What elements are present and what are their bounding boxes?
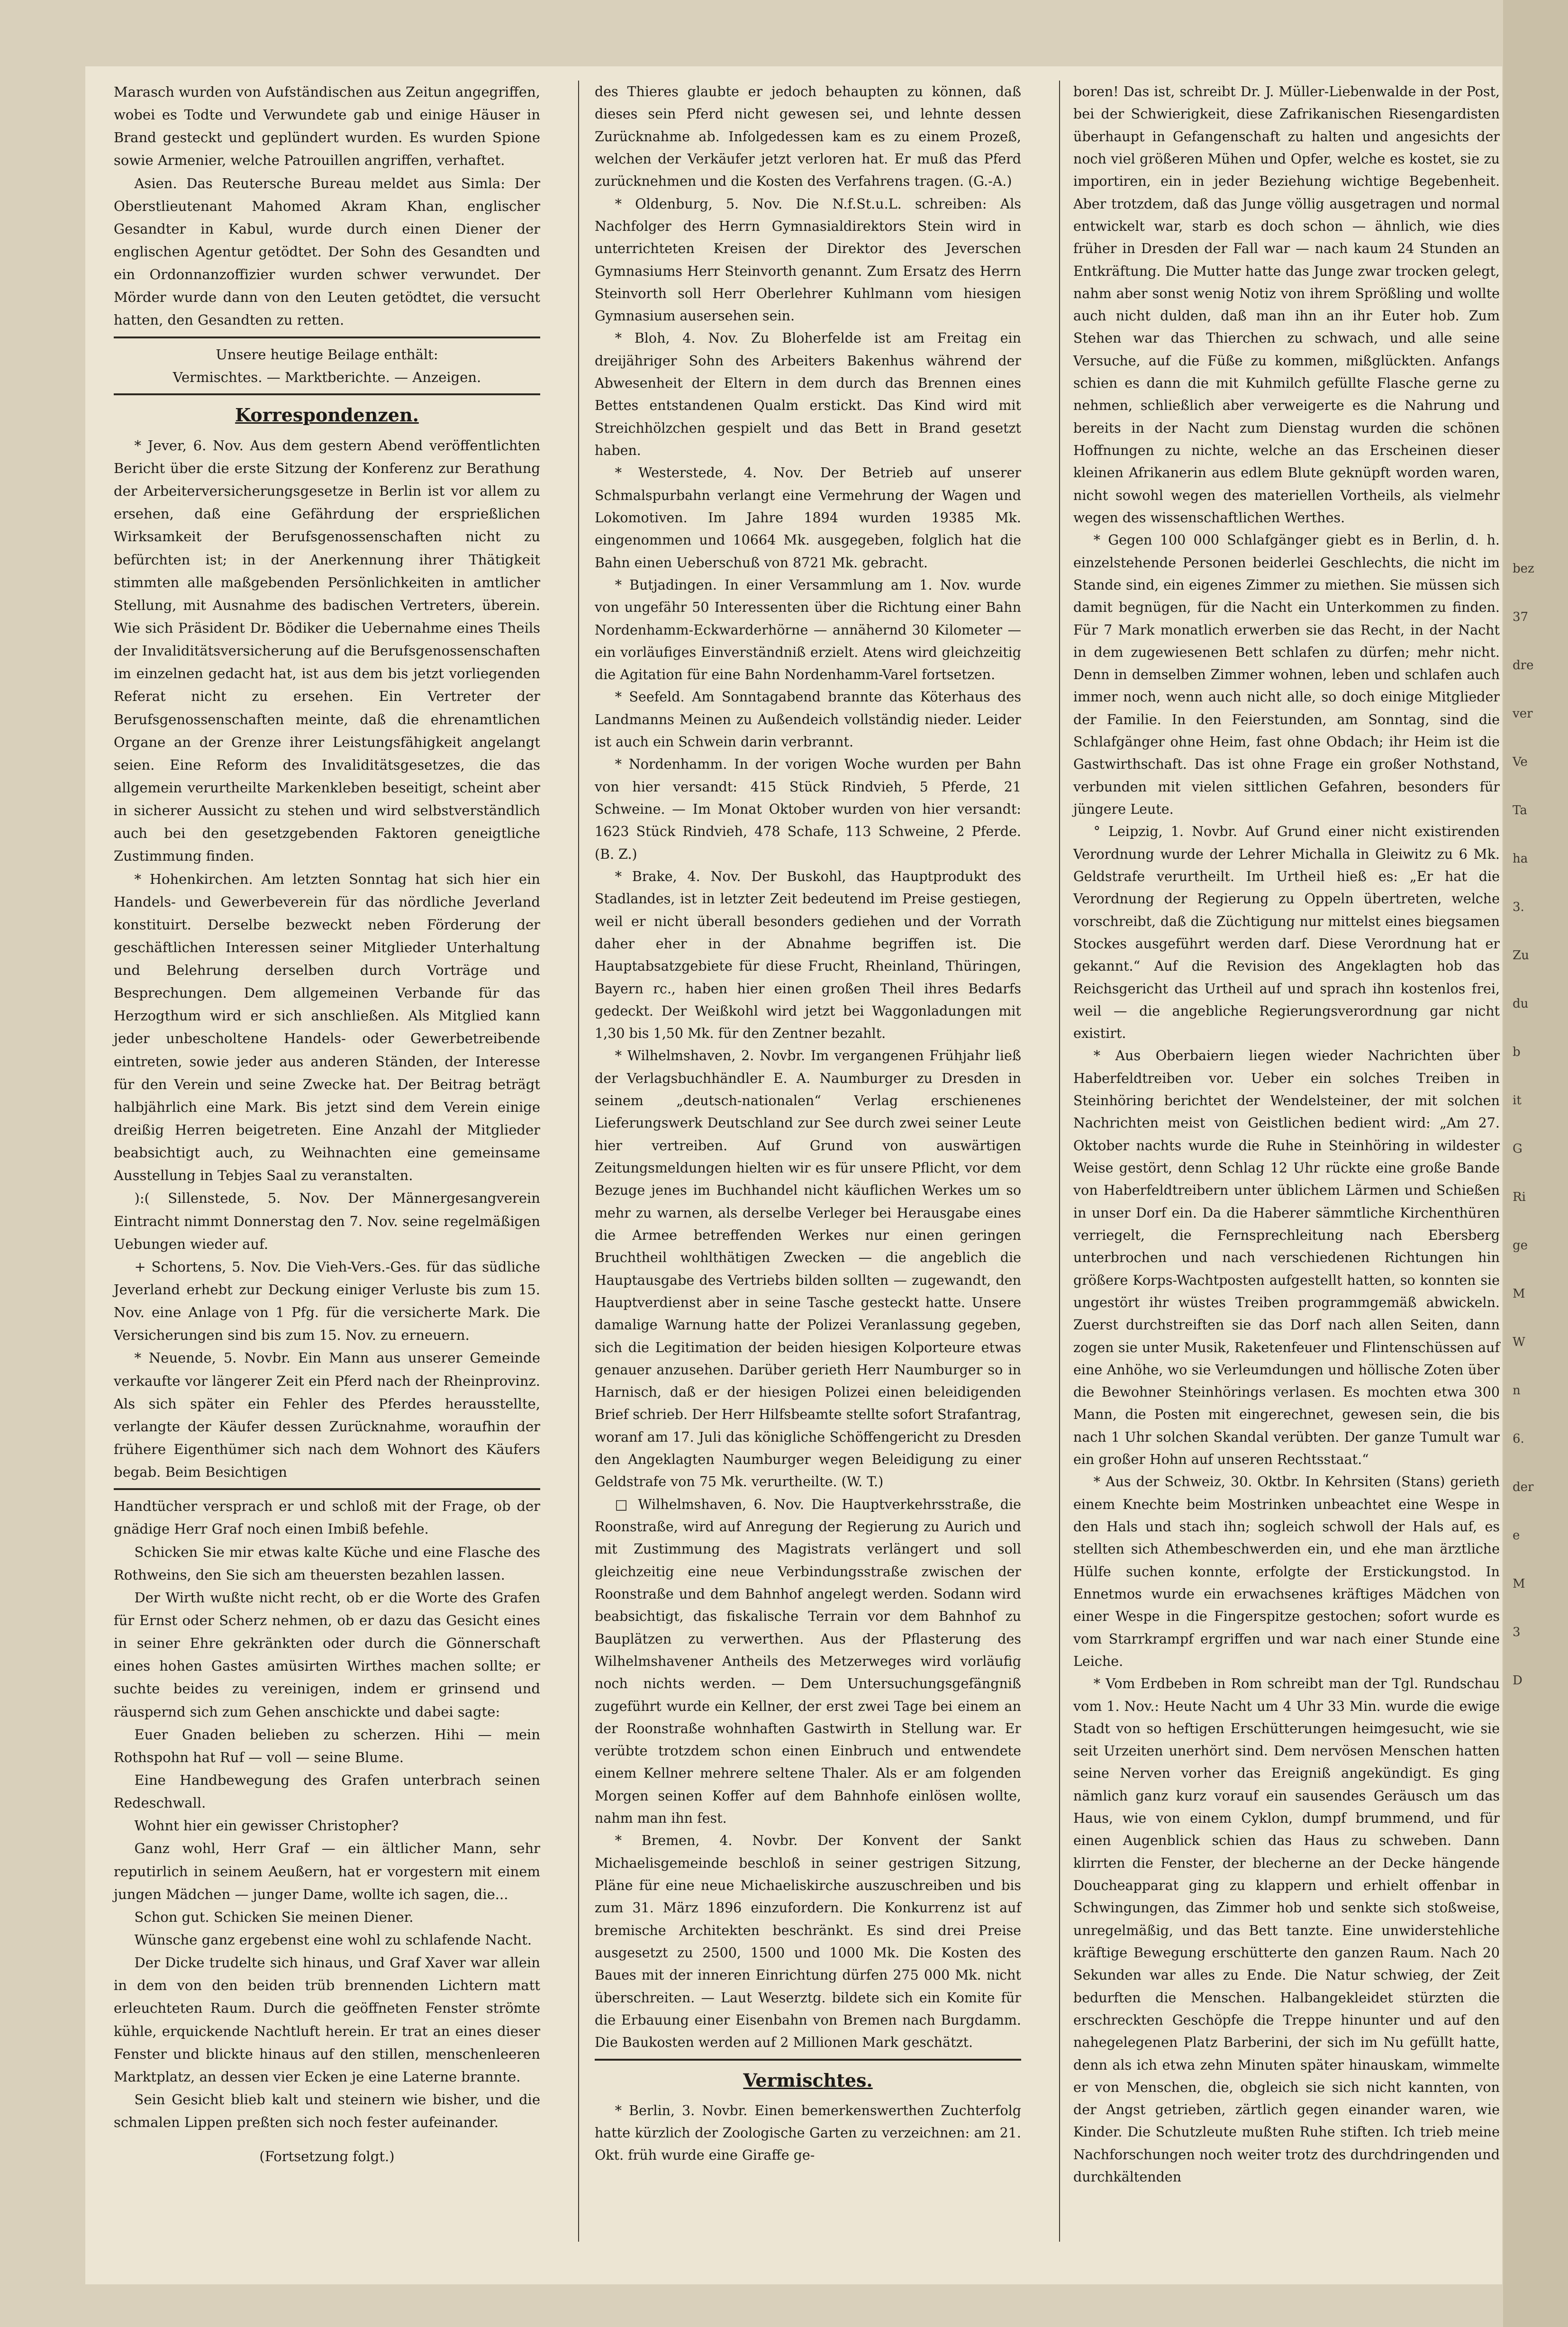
article-text: ° Leipzig, 1. Novbr. Auf Grund einer nicht existirenden Verordnung wurde der Lehrer Michalla in Gleiwitz zu 6 Mk. Geldstrafe verurtheilt. Im Urtheil hieß es: „Er hat die Verordnung der Regierung zu Oppeln übertreten, welche vorschreibt, daß die Züchtigung nur mittelst eines biegsamen Stockes ausgeführt werden darf. Diese Verordnung hat er gekannt.“ Auf die Revision des Angeklagten hob das Reichsgericht das Urtheil auf und sprach ihn kostenlos frei, weil — die angebliche Regierungsverordnung gar nicht existirt. [1073,824,1500,1042]
novel-text: Eine Handbewegung des Grafen unterbrach seinen Redeschwall. [114,1772,540,1811]
article-text: * Oldenburg, 5. Nov. Die N.f.St.u.L. schreiben: Als Nachfolger des Herrn Gymnasialdirektors Stein wird in unterrichteten Kreisen der Direktor des Jeverschen Gymnasiums Herr Steinvorth genannt. Zum Ersatz des Herrn Steinvorth soll Herr Oberlehrer Kuhlmann vom hiesigen Gymnasium ausersehen sein. [595,196,1021,324]
article-text: * Neuende, 5. Novbr. Ein Mann aus unserer Gemeinde verkaufte vor längerer Zeit ein Pferd nach der Rheinprovinz. Als sich später ein Fehler des Pferdes herausstellte, verlangte der Käufer dessen Zurücknahme, woraufhin der frühere Eigenthümer sich nach dem Wohnort des Käufers begab. Beim Besichtigen [114,1350,540,1481]
article-text: * Seefeld. Am Sonntagabend brannte das Köterhaus des Landmanns Meinen zu Außendeich vollständig nieder. Leider ist auch ein Schwein darin verbrannt. [595,689,1021,750]
column-3 [1073,81,1500,2242]
adjacent-page-fragment: 3 [1513,1625,1521,1639]
article-text: * Brake, 4. Nov. Der Buskohl, das Hauptprodukt des Stadlandes, ist in letzter Zeit bedeutend im Preise gestiegen, weil er nicht überall besonders gediehen und der Vorrath daher eher in der Abnahme begriffen ist. Die Hauptabsatzgebiete für diese Frucht, Rheinland, Thüringen, Bayern rc., haben hier einen großen Theil ihres Bedarfs gedeckt. Der Weißkohl wird jetzt bei Waggonladungen mit 1,30 bis 1,50 Mk. für den Zentner bezahlt. [595,868,1021,1042]
article-text: boren! Das ist, schreibt Dr. J. Müller-Liebenwalde in der Post, bei der Schwierigkeit, diese Zafrikanischen Riesengardisten überhaupt in Gefangenschaft zu halten und angesichts der noch viel größeren Mühen und Opfer, welche es kostet, sie zu importiren, ein in jeder Beziehung wichtige Begebenheit. Aber trotzdem, daß das Junge völlig ausgetragen und normal entwickelt war, starb es doch schon — ähnlich, wie dies früher in Dresden der Fall war — nach kaum 24 Stunden an Entkräftung. Die Mutter hatte das Junge zwar trocken gelegt, nahm aber sonst wenig Notiz von ihrem Sprößling und wollte auch nicht dulden, daß man ihn an ihr Euter hob. Zum Stehen war das Thierchen zu schwach, und alle seine Versuche, auf die Füße zu kommen, mißglückten. Anfangs schien es dann die mit Kuhmilch gefüllte Flasche gerne zu nehmen, schließlich aber verweigerte es die Nahrung und bereits in der Nacht zum Dienstag wurden die schönen Hoffnungen zu nichte, welche an das Erscheinen dieser kleinen Afrikanerin aus edlem Blute geknüpft worden waren, nicht sowohl wegen des materiellen Vortheils, als vielmehr wegen des wissenschaftlichen Werthes. [1073,84,1500,526]
section-heading-korrespondenzen: Korrespondenzen. [235,404,419,426]
article-text: ):( Sillenstede, 5. Nov. Der Männergesangverein Eintracht nimmt Donnerstag den 7. Nov. seine regelmäßigen Uebungen wieder auf. [114,1190,540,1252]
column-rule [578,81,579,2242]
adjacent-page-fragment: it [1513,1093,1522,1108]
article-text: * Wilhelmshaven, 2. Novbr. Im vergangenen Frühjahr ließ der Verlagsbuchhändler E. A. Naumburger zu Dresden in seinem „deutsch-nationalen“ Verlag erschienenes Lieferungswerk Deutschland zur See durch zwei seiner Leute hier vertreiben. Auf Grund von auswärtigen Zeitungsmeldungen hielten wir es für unsere Pflicht, vor dem Bezuge jenes im Buchhandel nicht käuflichen Werkes um so mehr zu warnen, als derselbe Verleger bei Herausgabe eines die Armee betreffenden Werkes nur einen geringen Bruchtheil wohlthätigen Zwecken — die angeblich die Hauptausgabe des Vertriebs bilden sollten — zugewandt, den Hauptverdienst aber in seine Tasche gesteckt hatte. Unsere damalige Warnung hatte der Polizei Veranlassung gegeben, sich die Legitimation der beiden hiesigen Kolporteure etwas genauer anzusehen. Darüber gerieth Herr Naumburger so in Harnisch, daß er der hiesigen Polizei einen beleidigenden Brief schrieb. Der Herr Hilfsbeamte stellte sofort Strafantrag, woranf am 17. Juli das königliche Schöffengericht zu Dresden den Angeklagten Naumburger wegen Beleidigung zu einer Geldstrafe von 75 Mk. verurtheilte. (W. T.) [595,1048,1021,1490]
novel-text: Euer Gnaden belieben zu scherzen. Hihi — mein Rothspohn hat Ruf — voll — seine Blume. [114,1726,540,1765]
adjacent-page-fragment: ver [1513,707,1533,721]
article-text: * Vom Erdbeben in Rom schreibt man der Tgl. Rundschau vom 1. Nov.: Heute Nacht um 4 Uhr 33 Min. wurde die ewige Stadt von so heftigen Erschütterungen heimgesucht, wie sie seit Urzeiten unerhört sind. Dem nervösen Menschen hatten seine Nerven vorher das Ereigniß angekündigt. Es ging nämlich ganz kurz vorauf ein sausendes Geräusch um das Haus, wie von einem Cyklon, dumpf brummend, und für einen Augenblick schien das Haus zu schweben. Dann klirrten die Fenster, der blecherne an der Decke hängende Doucheapparat ging zu klappern und erhielt offenbar in Schwingungen, das Zimmer hob und senkte sich stoßweise, unregelmäßig, und das Bett tanzte. Eine unwiderstehliche kräftige Bewegung erschütterte den ganzen Raum. Nach 20 Sekunden war alles zu Ende. Die Natur schwieg, der Zeit bedurften die Menschen. Halbangekleidet stürzten die erschreckten Geschöpfe die Treppe hinunter und auf den nahegelegenen Platz Barberini, der sich im Nu gefüllt hatte, denn als ich etwa zehn Minuten später hinauskam, wimmelte er von Menschen, die, obgleich sie sich nicht kannten, von der Angst getrieben, zärtlich gegen einander waren, wie Kinder. Die Schutzleute mußten Ruhe stiften. Ich trieb meine Nachforschungen noch weiter trotz des durchdringenden und durchkältenden [1073,1676,1500,2185]
adjacent-page-fragments [1513,559,1534,1719]
article-text: * Butjadingen. In einer Versammlung am 1. Nov. wurde von ungefähr 50 Interessenten über die Richtung einer Bahn Nordenhamm-Eckwarderhörne — annähernd 30 Kilometer — ein vorläufiges Einverständniß erzielt. Atens wird gleichzeitig die Agitation für eine Bahn Nordenhamm-Varel fortsetzen. [595,577,1021,683]
article-text: des Thieres glaubte er jedoch behaupten zu können, daß dieses sein Pferd nicht gewesen sei, und lehnte dessen Zurücknahme ab. Infolgedessen kam es zu einem Prozeß, welchen der Verkäufer jetzt verloren hat. Er muß das Pferd zurücknehmen und die Kosten des Verfahrens tragen. (G.-A.) [595,84,1021,190]
adjacent-page-fragment: e [1513,1528,1520,1543]
article-text: * Aus der Schweiz, 30. Oktbr. In Kehrsiten (Stans) gerieth einem Knechte beim Mostrinken unbeachtet eine Wespe in den Hals und stach ihn; sogleich schwoll der Hals auf, es stellten sich Athembeschwerden ein, und ehe man ärztliche Hülfe suchen konnte, erfolgte der Erstickungstod. In Ennetmos wurde ein erwachsenes kräftiges Mädchen von einer Wespe in die Fingerspitze gestochen; sofort wurde es vom Starrkrampf ergriffen und war nach einer Stunde eine Leiche. [1073,1474,1500,1669]
adjacent-page-fragment: dre [1513,658,1534,673]
adjacent-page-fragment: der [1513,1480,1534,1494]
article-text: * Nordenhamm. In der vorigen Woche wurden per Bahn von hier versandt: 415 Stück Rindvieh, 5 Pferde, 21 Schweine. — Im Monat Oktober wurden von hier versandt: 1623 Stück Rindvieh, 478 Schafe, 113 Schweine, 2 Pferde. (B. Z.) [595,756,1021,862]
section-heading-vermischtes: Vermischtes. [743,2069,873,2091]
novel-text: Der Dicke trudelte sich hinaus, und Graf Xaver war allein in dem von den beiden trüb brennenden Lichtern matt erleuchteten Raum. Durch die geöffneten Fenster strömte kühle, erquickende Nachtluft herein. Er trat an eines dieser Fenster und blickte hinaus auf den stillen, menschenleeren Marktplatz, an dessen vier Ecken je eine Laterne brannte. [114,1954,540,2085]
adjacent-page-fragment: Ri [1513,1190,1526,1204]
novel-text: Der Wirth wußte nicht recht, ob er die Worte des Grafen für Ernst oder Scherz nehmen, ob er dazu das Gesicht eines in seiner Ehre gekränkten oder durch die Gönnerschaft eines hohen Gastes amüsirten Wirthes machen sollte; er suchte beides zu vereinigen, indem er grinsend und räuspernd sich zum Gehen anschickte und dabei sagte: [114,1589,540,1720]
supplement-items: Vermischtes. — Marktberichte. — Anzeigen. [172,369,481,385]
article-text: * Aus Oberbaiern liegen wieder Nachrichten über Haberfeldtreiben vor. Ueber ein solches Treiben in Steinhöring berichtet der Wendelsteiner, der mit solchen Nachrichten meist von Geistlichen bedient wird: „Am 27. Oktober nachts wurde die Ruhe in Steinhöring in wildester Weise gestört, denn Schlag 12 Uhr rückte eine große Bande von Haberfeldtreibern unter üblichem Lärmen und Schießen in unser Dorf ein. Da die Haberer sämmtliche Kirchenthüren verriegelt, die Fernsprechleitung nach Ebersberg unterbrochen und nach verschiedenen Richtungen hin größere Korps-Wachtposten aufgestellt hatten, so konnten sie ungestört ihr wüstes Treiben programmgemäß abwickeln. Zuerst durchstreiften sie das Dorf nach allen Seiten, dann zogen sie unter Musik, Raketenfeuer und Flintenschüssen auf eine Anhöhe, wo sie Verleumdungen und höllische Zoten über die Bewohner Steinhörings verlasen. Es mochten etwa 300 Mann, die Posten mit eingerechnet, gewesen sein, die bis nach 1 Uhr solchen Skandal verübten. Der ganze Tumult war ein großer Hohn auf unseren Rechtsstaat.“ [1073,1048,1500,1468]
adjacent-page-fragment: G [1513,1142,1523,1156]
adjacent-page-edge [1503,0,1568,2327]
novel-text: Handtücher versprach er und schloß mit der Frage, ob der gnädige Herr Graf noch einen Imbiß befehle. [114,1498,540,1537]
adjacent-page-fragment: Ve [1513,755,1528,769]
article-text: * Bremen, 4. Novbr. Der Konvent der Sankt Michaelisgemeinde beschloß in seiner gestrigen Sitzung, Pläne für eine neue Michaeliskirche auszuschreiben und bis zum 31. März 1896 einzufordern. Die Konkurrenz ist auf bremische Architekten beschränkt. Es sind drei Preise ausgesetzt zu 2500, 1500 und 1000 Mk. Die Kosten des Baues mit der inneren Einrichtung dürfen 275 000 Mk. nicht überschreiten. — Laut Weserztg. bildete sich ein Komite für die Erbauung einer Eisenbahn von Bremen nach Burgdamm. Die Baukosten werden auf 2 Millionen Mark geschätzt. [595,1833,1021,2051]
adjacent-page-fragment: du [1513,997,1529,1011]
novel-text: Sein Gesicht blieb kalt und steinern wie bisher, und die schmalen Lippen preßten sich noch fester aufeinander. [114,2091,540,2131]
novel-text: Wohnt hier ein gewisser Christopher? [134,1818,399,1834]
novel-text: Schicken Sie mir etwas kalte Küche und eine Flasche des Rothweins, den Sie sich am theuersten bezahlen lassen. [114,1544,540,1583]
article-text: * Bloh, 4. Nov. Zu Bloherfelde ist am Freitag ein dreijähriger Sohn des Arbeiters Bakenhus während der Abwesenheit der Eltern in dem durch das Brennen eines Bettes entstandenen Qualm erstickt. Das Kind wird mit Streichhölzchen gespielt und das Bett in Brand gesetzt haben. [595,330,1021,458]
adjacent-page-fragment: ge [1513,1238,1528,1253]
adjacent-page-fragment: M [1513,1577,1525,1591]
divider [595,2059,1021,2061]
adjacent-page-fragment: 37 [1513,610,1529,624]
adjacent-page-fragment: ha [1513,852,1528,866]
novel-text: Schon gut. Schicken Sie meinen Diener. [134,1909,414,1925]
article-text: + Schortens, 5. Nov. Die Vieh-Vers.-Ges. für das südliche Jeverland erhebt zur Deckung einiger Verluste bis zum 15. Nov. eine Anlage von 1 Pfg. für die versicherte Mark. Die Versicherungen sind bis zum 15. Nov. zu erneuern. [114,1258,540,1344]
supplement-title: Unsere heutige Beilage enthält: [216,346,438,363]
article-text: Marasch wurden von Aufständischen aus Zeitun angegriffen, wobei es Todte und Verwundete gab und einige Häuser in Brand gesteckt und geplündert wurden. Es wurden Spione sowie Armenier, welche Patrouillen angriffen, verhaftet. [114,84,540,169]
article-text: * Westerstede, 4. Nov. Der Betrieb auf unserer Schmalspurbahn verlangt eine Vermehrung der Wagen und Lokomotiven. Im Jahre 1894 wurden 19385 Mk. eingenommen und 10664 Mk. ausgegeben, folglich hat die Bahn einen Ueberschuß von 8721 Mk. gebracht. [595,465,1021,571]
adjacent-page-fragment: Ta [1513,803,1527,818]
novel-text: Ganz wohl, Herr Graf — ein ältlicher Mann, sehr reputirlich in seinem Aeußern, hat er vorgestern mit einem jungen Mädchen — junger Dame, wollte ich sagen, die... [114,1840,540,1902]
divider [114,336,540,338]
adjacent-page-fragment: bez [1513,562,1534,576]
article-text: * Jever, 6. Nov. Aus dem gestern Abend veröffentlichten Bericht über die erste Sitzung der Konferenz zur Berathung der Arbeiterversicherungsgesetze in Berlin ist vor allem zu ersehen, daß eine Gefährdung der ersprießlichen Wirksamkeit der Berufsgenossenschaften nicht zu befürchten ist; in der Anerkennung ihrer Thätigkeit stimmten alle maßgebenden Persönlichkeiten in amtlicher Stellung, mit Ausnahme des badischen Vertreters, überein. Wie sich Präsident Dr. Bödiker die Uebernahme eines Theils der Invaliditätsversicherung auf die Berufsgenossenschaften im einzelnen gedacht hat, ist aus dem bis jetzt vorliegenden Referat nicht zu ersehen. Ein Vertreter der Berufsgenossenschaften meinte, daß die ehrenamtlichen Organe an der Grenze ihrer Leistungsfähigkeit angelangt seien. Eine Reform des Invaliditätsgesetzes, die das allgemein verurtheilte Markenkleben beseitigt, scheint aber in sicherer Aussicht zu stehen und wird selbstverständlich auch bei den gesetzgebenden Faktoren geneigtliche Zustimmung finden. [114,437,540,864]
novel-text: Wünsche ganz ergebenst eine wohl zu schlafende Nacht. [134,1931,532,1948]
article-text: * Hohenkirchen. Am letzten Sonntag hat sich hier ein Handels- und Gewerbeverein für das nördliche Jeverland konstituirt. Derselbe bezweckt neben Förderung der geschäftlichen Interessen seiner Mitglieder Unterhaltung und Belehrung derselben durch Vorträge und Besprechungen. Dem allgemeinen Verbande für das Herzogthum wird er sich anschließen. Als Mitglied kann jeder unbescholtene Handels- oder Gewerbetreibende eintreten, sowie jeder aus anderen Ständen, der Interesse für den Verein und seine Zwecke hat. Der Beitrag beträgt halbjährlich eine Mark. Bis jetzt sind dem Verein einige dreißig Herren beigetreten. Eine Anzahl der Mitglieder beabsichtigt auch, zu Weihnachten eine gemeinsame Ausstellung in Tebjes Saal zu veranstalten. [114,871,540,1184]
column-2 [595,81,1021,2242]
article-text: * Berlin, 3. Novbr. Einen bemerkenswerthen Zuchterfolg hatte kürzlich der Zoologische Garten zu verzeichnen: am 21. Okt. früh wurde eine Giraffe ge- [595,2102,1021,2163]
column-rule [1059,81,1060,2242]
adjacent-page-fragment: W [1513,1335,1525,1349]
continuation-note: (Fortsetzung folgt.) [259,2148,395,2165]
article-text: * Gegen 100 000 Schlafgänger giebt es in Berlin, d. h. einzelstehende Personen beiderlei Geschlechts, die nicht im Stande sind, ein eigenes Zimmer zu miethen. Sie müssen sich damit begnügen, für die Nacht ein Unterkommen zu finden. Für 7 Mark monatlich erwerben sie das Recht, in der Nacht in dem zugewiesenen Bett schlafen zu dürfen; mehr nicht. Denn in demselben Zimmer wohnen, leben und schlafen auch immer noch, wenn auch nicht alle, so doch einige Mitglieder der Familie. In den Feierstunden, am Sonntag, sind die Schlafgänger ohne Heim, fast ohne Obdach; ihr Heim ist die Gastwirthschaft. Das ist ohne Frage ein großer Nothstand, verbunden mit vielen sittlichen Gefahren, besonders für jüngere Leute. [1073,532,1500,817]
column-1 [114,81,540,2242]
adjacent-page-fragment: M [1513,1287,1525,1301]
feuilleton-divider [114,1488,540,1490]
adjacent-page-fragment: n [1513,1383,1521,1398]
adjacent-page-fragment: 6. [1513,1432,1524,1446]
article-text: Asien. Das Reutersche Bureau meldet aus Simla: Der Oberstlieutenant Mahomed Akram Khan, englischer Gesandter in Kabul, wurde durch einen Diener der englischen Agentur getödtet. Der Sohn des Gesandten und ein Ordonnanzoffizier wurden schwer verwundet. Der Mörder wurde dann von den Leuten getödtet, die versucht hatten, den Gesandten zu retten. [114,175,540,328]
article-text: □ Wilhelmshaven, 6. Nov. Die Hauptverkehrsstraße, die Roonstraße, wird auf Anregung der Regierung zu Aurich und mit Zustimmung des Magistrats verlängert und soll gleichzeitig eine neue Verbindungsstraße zwischen der Roonstraße und dem Bahnhof angelegt werden. Sodann wird beabsichtigt, das fiskalische Terrain vor dem Bahnhof zu Bauplätzen zu verwerthen. Aus der Pflasterung des Wilhelmshavener Antheils des Metzerweges wird vorläufig noch nichts werden. — Dem Untersuchungsgefängniß zugeführt wurde ein Kellner, der erst zwei Tage bei einem an der Roonstraße wohnhaften Gastwirth in Stellung war. Er verübte trotzdem schon einen Einbruch und entwendete einem Kellner mehrere seltene Thaler. Als er am folgenden Morgen seinen Koffer auf dem Bahnhofe einlösen wollte, nahm man ihn fest. [595,1496,1021,1827]
adjacent-page-fragment: Zu [1513,948,1529,963]
adjacent-page-fragment: 3. [1513,900,1524,914]
divider [114,393,540,395]
adjacent-page-fragment: b [1513,1045,1521,1059]
adjacent-page-fragment: D [1513,1673,1523,1688]
